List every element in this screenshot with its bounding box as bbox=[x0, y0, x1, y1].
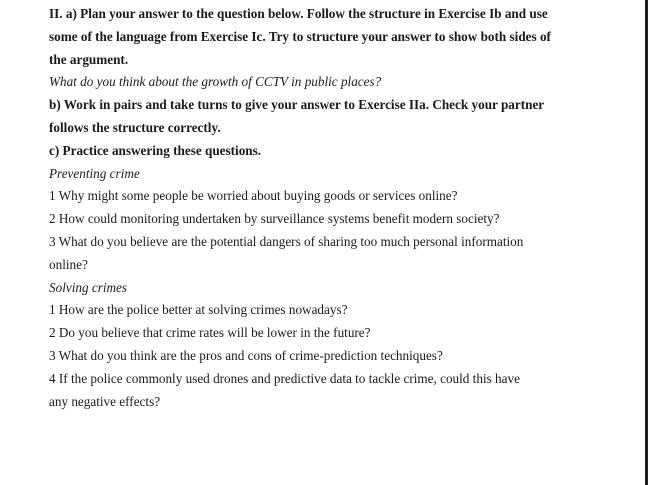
exercise-a-question: What do you think about the growth of CCTV in public places? bbox=[49, 74, 382, 90]
question-item: 1 How are the police better at solving crimes nowadays? bbox=[49, 302, 348, 318]
question-item-continuation: any negative effects? bbox=[49, 393, 161, 409]
question-item: 3 What do you believe are the potential dangers of sharing too much personal information bbox=[49, 233, 524, 249]
exercise-a-instruction-line-3: the argument. bbox=[49, 51, 129, 67]
question-item: 2 Do you believe that crime rates will be lower in the future? bbox=[49, 325, 371, 341]
question-item: 3 What do you think are the pros and cons of crime-prediction techniques? bbox=[49, 347, 443, 363]
exercise-a-instruction-line-2: some of the language from Exercise Ic. Try to structure your answer to show both sides of bbox=[49, 28, 551, 44]
group-title-solving-crimes: Solving crimes bbox=[49, 279, 128, 295]
question-item-continuation: online? bbox=[49, 256, 88, 272]
question-item: 4 If the police commonly used drones and predictive data to tackle crime, could this have bbox=[49, 370, 520, 386]
question-item: 2 How could monitoring undertaken by surveillance systems benefit modern society? bbox=[49, 211, 500, 227]
exercise-a-instruction-line-1: II. a) Plan your answer to the question below. Follow the structure in Exercise Ib and use bbox=[49, 6, 548, 21]
group-title-preventing-crime: Preventing crime bbox=[49, 165, 140, 181]
document-page bbox=[49, 3, 569, 413]
question-item: 1 Why might some people be worried about buying goods or services online? bbox=[49, 188, 458, 204]
exercise-b-instruction-line-2: follows the structure correctly. bbox=[49, 119, 221, 135]
exercise-c-heading: c) Practice answering these questions. bbox=[49, 142, 262, 158]
exercise-b-instruction-line-1: b) Work in pairs and take turns to give your answer to Exercise IIa. Check your partner bbox=[49, 97, 545, 113]
